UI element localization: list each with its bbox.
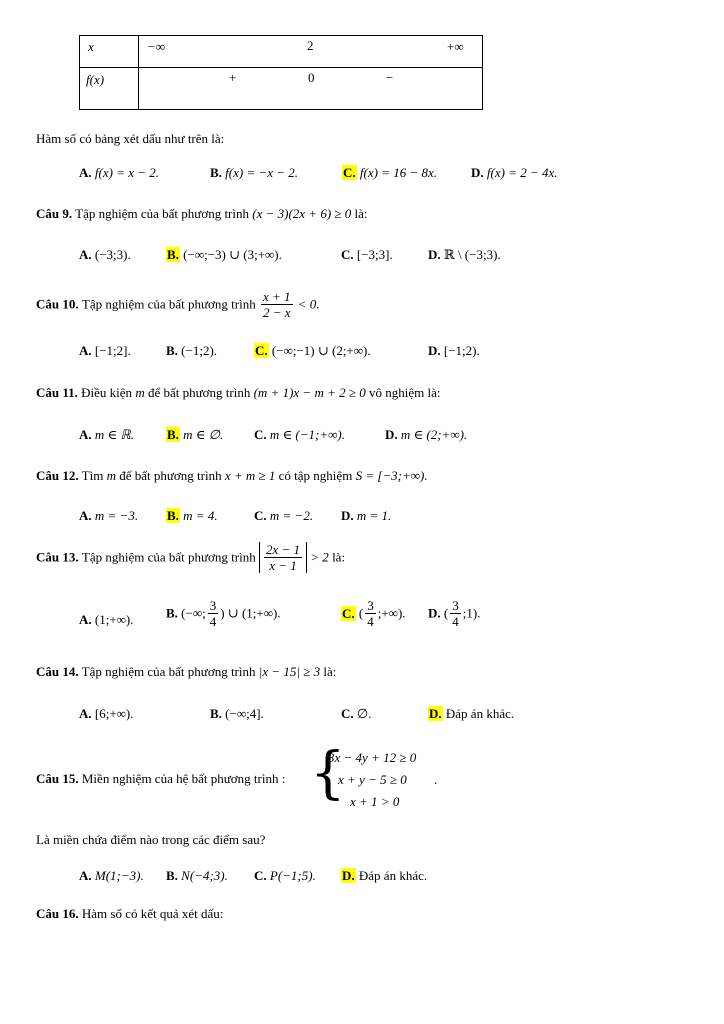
q14-answer-d[interactable]: D. Đáp án khác. <box>429 706 515 721</box>
q12-answer-a[interactable]: A. m = −3. <box>79 508 139 523</box>
q8-answer-b[interactable]: B. f(x) = −x − 2. <box>210 165 299 180</box>
q8-answer-c[interactable]: C. f(x) = 16 − 8x. <box>343 165 437 180</box>
q11-question: Câu 11. Điều kiện m để bất phương trình (m + 1)x − m + 2 ≥ 0 vô nghiệm là: <box>36 385 441 400</box>
q14-answer-c[interactable]: C. ∅. <box>341 706 372 721</box>
right-sign: − <box>386 70 394 85</box>
q14-question: Câu 14. Tập nghiệm của bất phương trình |x − 15| ≥ 3 là: <box>36 664 337 679</box>
q8-prompt: Hàm số có bảng xét dấu như trên là: <box>36 131 225 146</box>
q15-answer-a[interactable]: A. M(1;−3). <box>79 868 144 883</box>
q13-answer-c[interactable]: C. ( $\frac{3}{4}$ ;+∞). <box>342 598 406 629</box>
fx-label: f(x) <box>86 72 105 87</box>
q15-question: Câu 15. Miền nghiệm của hệ bất phương trình : <box>36 771 286 786</box>
system-line-2: x + y − 5 ≥ 0 <box>338 772 407 787</box>
q10-answer-c[interactable]: C. (−∞;−1) ∪ (2;+∞). <box>255 343 371 358</box>
left-sign: + <box>229 70 237 85</box>
q15-answer-c[interactable]: C. P(−1;5). <box>254 868 316 883</box>
q13-answer-d[interactable]: D. ( $\frac{3}{4}$ ;1). <box>428 598 481 629</box>
q10-answer-d[interactable]: D. [−1;2). <box>428 343 480 358</box>
q13-answer-a[interactable]: A. (1;+∞). <box>79 612 134 627</box>
neg-inf: −∞ <box>147 39 166 54</box>
q13-fraction: $\frac{2x - 1}{x - 1}$ <box>265 542 301 573</box>
q11-answer-c[interactable]: C. m ∈ (−1;+∞). <box>254 427 345 442</box>
q9-answer-c[interactable]: C. [−3;3]. <box>341 247 393 262</box>
sign-table-fx-values <box>139 68 483 110</box>
q10-question: Câu 10. Tập nghiệm của bất phương trình $\frac{x + 1}{2 - x}$ < 0. <box>36 289 320 320</box>
q16-question: Câu 16. Hàm số có kết quả xét dấu: <box>36 906 224 921</box>
q12-answer-c[interactable]: C. m = −2. <box>254 508 314 523</box>
q10-answer-a[interactable]: A. [−1;2]. <box>79 343 131 358</box>
q14-answer-b[interactable]: B. (−∞;4]. <box>210 706 264 721</box>
q11-answer-a[interactable]: A. m ∈ ℝ. <box>79 427 134 442</box>
q11-answer-d[interactable]: D. m ∈ (2;+∞). <box>385 427 468 442</box>
system-end: . <box>434 772 438 787</box>
q13-abs-value <box>259 542 307 573</box>
q15-answer-b[interactable]: B. N(−4;3). <box>166 868 228 883</box>
q12-question: Câu 12. Tìm m để bất phương trình x + m ≥ 1 có tập nghiệm S = [−3;+∞). <box>36 468 428 483</box>
critical-point: 2 <box>307 38 314 53</box>
sign-table <box>79 35 483 110</box>
q15-answer-d[interactable]: D. Đáp án khác. <box>342 868 428 883</box>
q13-question: Câu 13. Tập nghiệm của bất phương trình $\frac{2x - 1}{x - 1}$ > 2 là: <box>36 542 346 573</box>
q13-answer-b[interactable]: B. (−∞; $\frac{3}{4}$ ) ∪ (1;+∞). <box>166 598 281 629</box>
q9-answer-a[interactable]: A. (−3;3). <box>79 247 131 262</box>
q9-answer-d[interactable]: D. ℝ \ (−3;3). <box>428 247 501 262</box>
q10-answer-b[interactable]: B. (−1;2). <box>166 343 218 358</box>
system-brace: { <box>310 741 346 806</box>
q12-answer-b[interactable]: B. m = 4. <box>167 508 218 523</box>
q9-question: Câu 9. Tập nghiệm của bất phương trình (x − 3)(2x + 6) ≥ 0 là: <box>36 206 368 221</box>
q8-answer-a[interactable]: A. f(x) = x − 2. <box>79 165 159 180</box>
system-line-3: x + 1 > 0 <box>350 794 400 809</box>
q15-followup: Là miền chứa điểm nào trong các điểm sau? <box>36 832 266 847</box>
q12-answer-d[interactable]: D. m = 1. <box>341 508 392 523</box>
zero-value: 0 <box>308 70 315 85</box>
sign-table-fx-header <box>80 68 139 110</box>
sign-table-x-values <box>139 36 483 68</box>
x-label: x <box>88 39 94 54</box>
q9-answer-b[interactable]: B. (−∞;−3) ∪ (3;+∞). <box>167 247 282 262</box>
q14-answer-a[interactable]: A. [6;+∞). <box>79 706 134 721</box>
q11-answer-b[interactable]: B. m ∈ ∅. <box>167 427 224 442</box>
sign-table-x-header <box>80 36 139 68</box>
q8-answer-d[interactable]: D. f(x) = 2 − 4x. <box>471 165 558 180</box>
pos-inf: +∞ <box>447 39 464 54</box>
q10-fraction: $\frac{x + 1}{2 - x}$ <box>262 289 291 320</box>
system-line-1: 3x − 4y + 12 ≥ 0 <box>328 750 417 765</box>
